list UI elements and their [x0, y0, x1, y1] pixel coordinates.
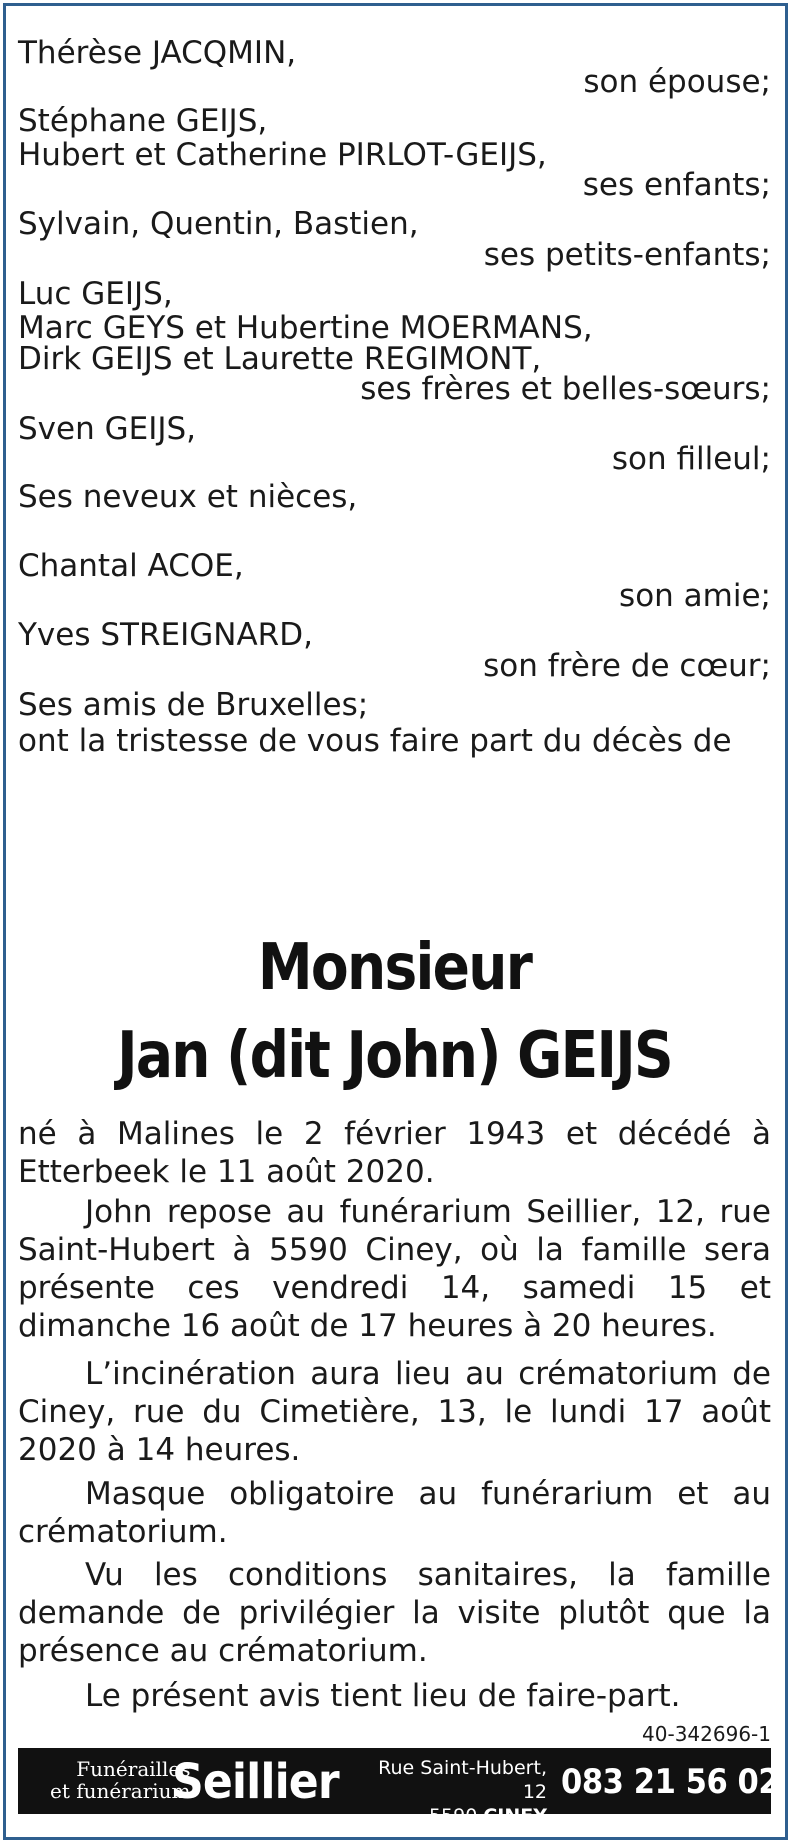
family-relation-3: ses frères et belles-sœurs;: [360, 371, 771, 407]
family-name-5: Ses neveux et nièces,: [18, 479, 358, 515]
intro-text: ont la tristesse de vous faire part du décès de: [18, 723, 732, 759]
family-name-4: Sven GEIJS,: [18, 411, 197, 447]
family-name-0: Thérèse JACQMIN,: [18, 35, 297, 71]
paragraph-visitation: John repose au funérarium Seillier, 12, rue Saint-Hubert à 5590 Ciney, où la famille sera présente ces vendredi 14, samedi 15 et dimanche 16 août de 17 heures à 20 heures.: [18, 1194, 771, 1344]
funeral-line-2: et funérarium: [50, 1779, 191, 1803]
family-name-6: Chantal ACOE,: [18, 548, 244, 584]
paragraph-cremation: L’incinération aura lieu au crématorium de Ciney, rue du Cimetière, 13, le lundi 17 août 2020 à 14 heures.: [18, 1356, 771, 1468]
family-name-7: Yves STREIGNARD,: [18, 617, 313, 653]
deceased-name: Jan (dit John) GEIJS: [117, 1019, 672, 1093]
paragraph-sanitary: Vu les conditions sanitaires, la famille demande de privilégier la visite plutôt que la présence au crématorium.: [18, 1557, 771, 1669]
funeral-home-banner: [18, 1748, 780, 1827]
funeral-home-address: [372, 1756, 547, 1828]
family-name-3c: Dirk GEIJS et Laurette REGIMONT,: [18, 341, 542, 377]
address-postcode: 5590: [428, 1805, 478, 1827]
family-relation-0: son épouse;: [583, 64, 771, 100]
paragraph-mask: Masque obligatoire au funérarium et au crématorium.: [18, 1476, 771, 1550]
address-city-line: [372, 1804, 547, 1828]
funeral-home-type: [50, 1758, 191, 1802]
family-name-1b: Hubert et Catherine PIRLOT-GEIJS,: [18, 137, 547, 173]
family-name-2: Sylvain, Quentin, Bastien,: [18, 206, 419, 242]
funeral-home-brand: Seillier: [172, 1754, 339, 1810]
family-relation-1: ses enfants;: [582, 167, 771, 203]
funeral-line-1: Funérailles: [76, 1757, 191, 1781]
reference-number: 40-342696-1: [642, 1722, 771, 1746]
family-name-3: Luc GEIJS,: [18, 276, 173, 312]
funeral-home-phone: 083 21 56 02: [561, 1762, 780, 1802]
title-honorific: Monsieur: [257, 931, 532, 1005]
address-city: CINEY: [483, 1805, 547, 1827]
birth-death-info: né à Malines le 2 février 1943 et décédé à Etterbeek le 11 août 2020.: [18, 1116, 771, 1190]
family-relation-4: son filleul;: [611, 441, 771, 477]
family-relation-6: son amie;: [619, 578, 771, 614]
family-name-3b: Marc GEYS et Hubertine MOERMANS,: [18, 310, 593, 346]
family-name-8: Ses amis de Bruxelles;: [18, 687, 369, 723]
address-street: Rue Saint-Hubert, 12: [378, 1757, 547, 1803]
family-relation-7: son frère de cœur;: [483, 648, 771, 684]
family-name-1: Stéphane GEIJS,: [18, 103, 268, 139]
paragraph-notice: Le présent avis tient lieu de faire-part.: [85, 1678, 681, 1714]
family-relation-2: ses petits-enfants;: [483, 237, 771, 273]
